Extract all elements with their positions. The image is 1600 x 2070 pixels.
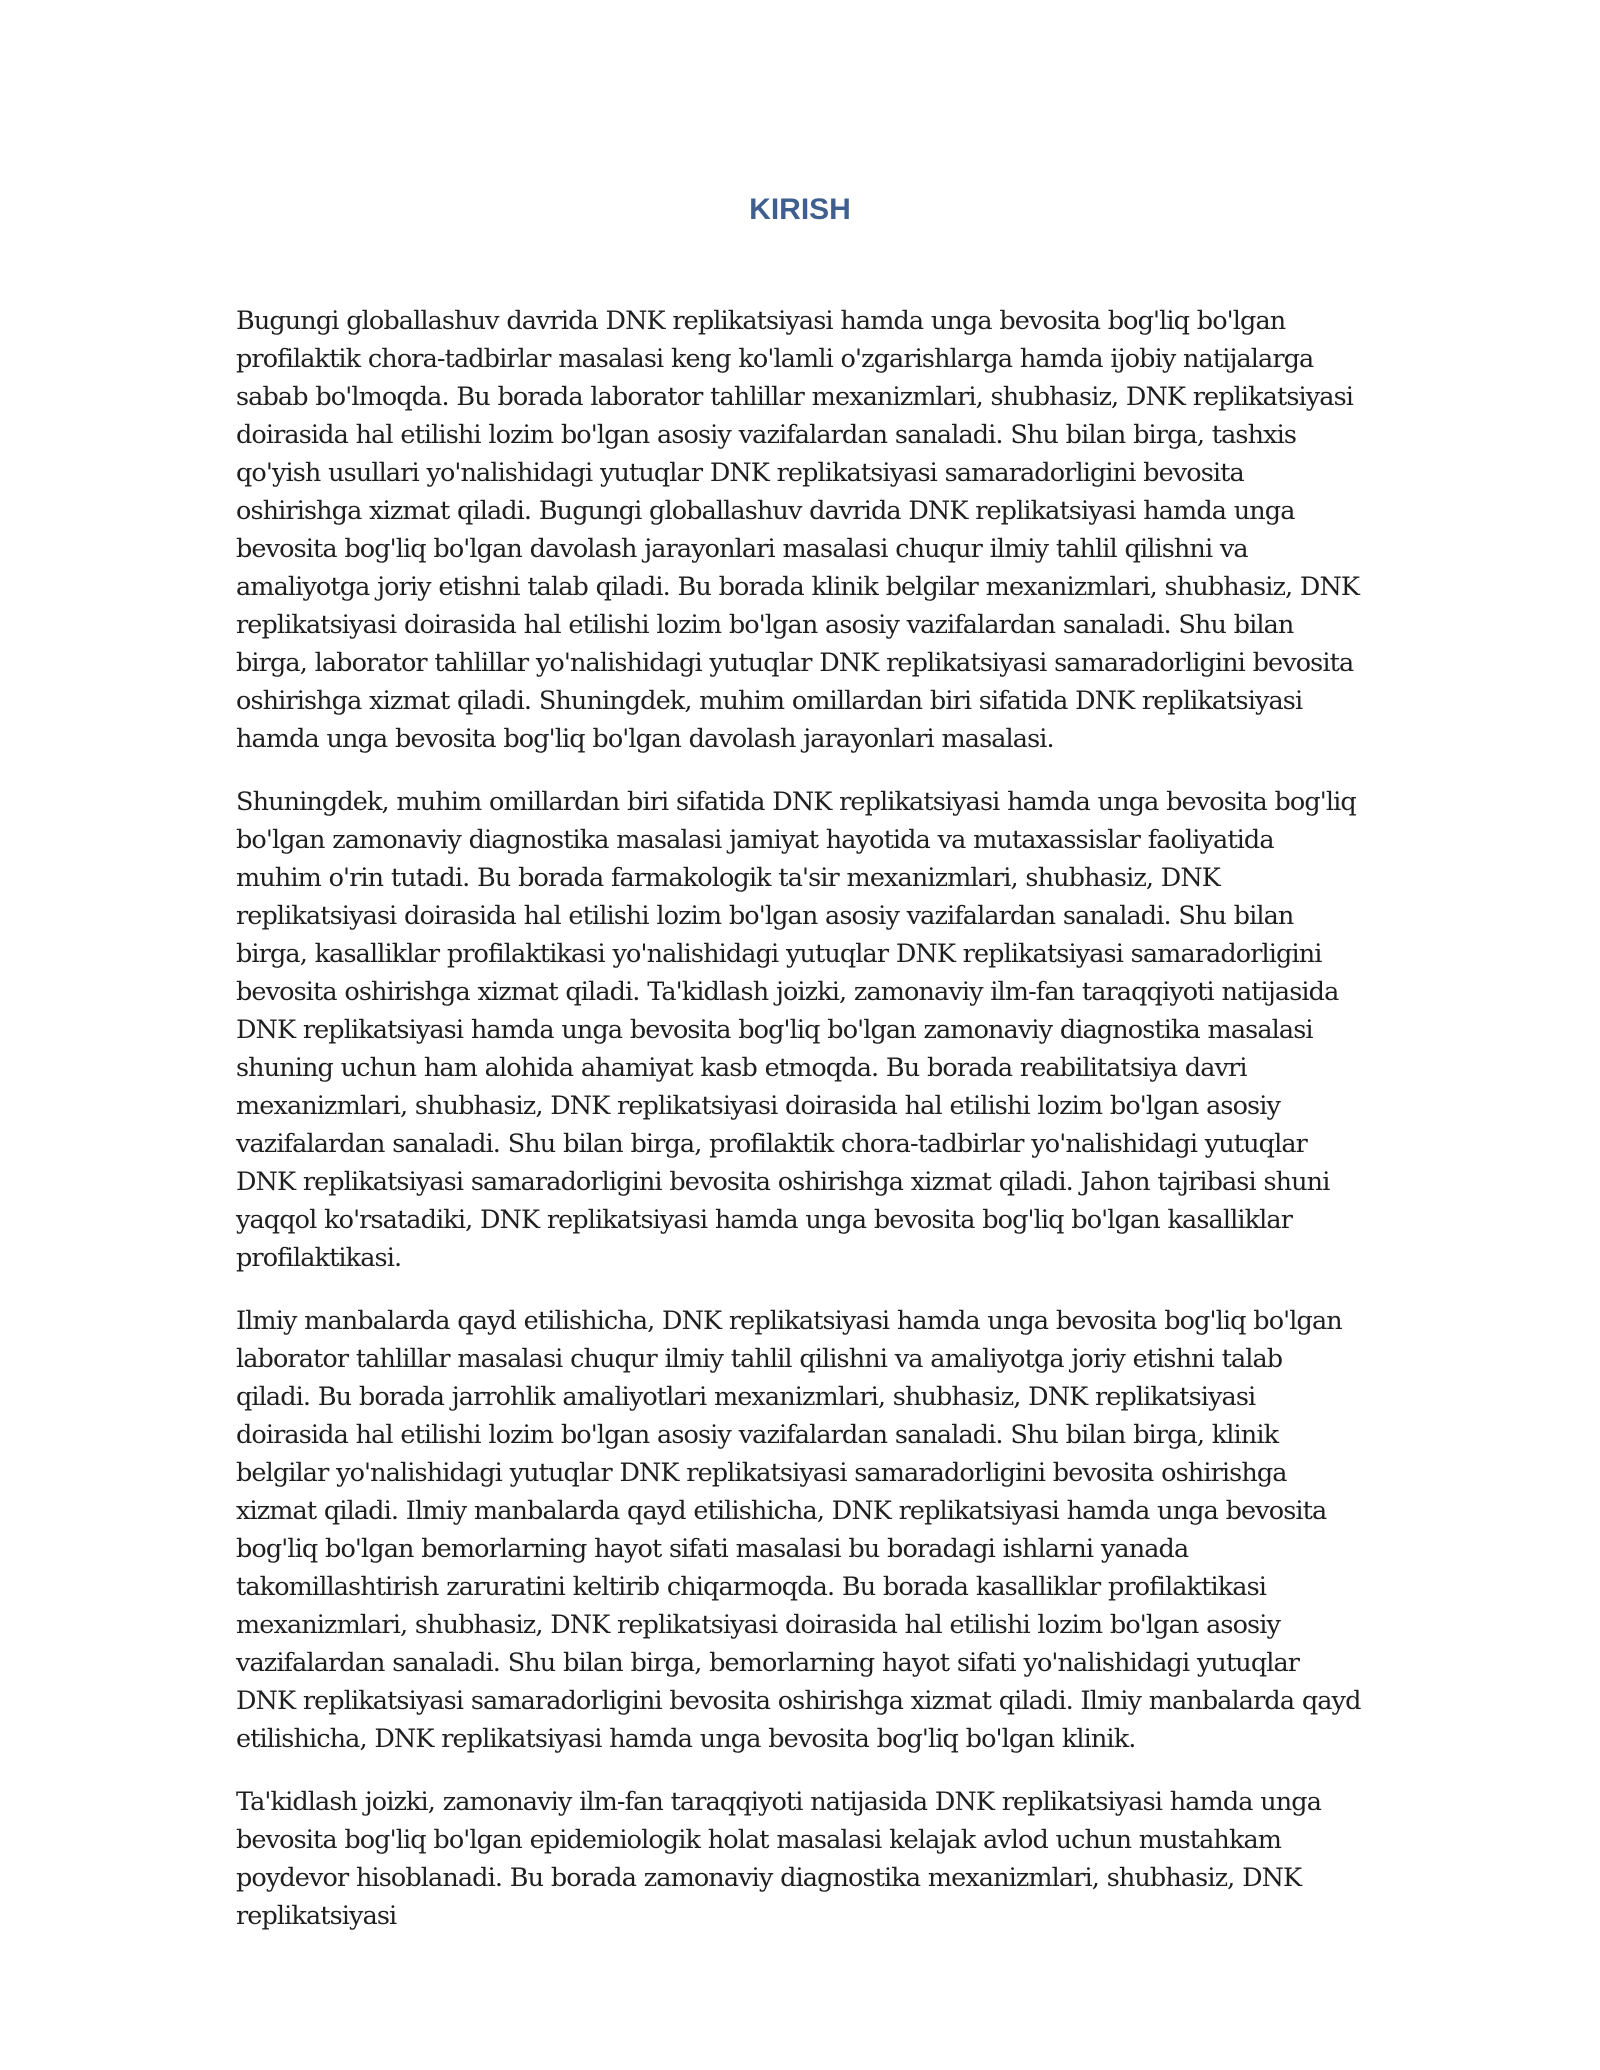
document-body xyxy=(236,302,1364,1960)
paragraph-4: Ta'kidlash joizki, zamonaviy ilm-fan taraqqiyoti natijasida DNK replikatsiyasi hamda unga bevosita bog'liq bo'lgan epidemiologik holat masalasi kelajak avlod uchun mustahkam poydevor hisoblanadi. Bu borada zamonaviy diagnostika mexanizmlari, shubhasiz, DNK replikatsiyasi xyxy=(236,1787,1322,1931)
paragraph-2: Shuningdek, muhim omillardan biri sifatida DNK replikatsiyasi hamda unga bevosita bog'liq bo'lgan zamonaviy diagnostika masalasi jamiyat hayotida va mutaxassislar faoliyatida muhim o'rin tutadi. Bu borada farmakologik ta'sir mexanizmlari, shubhasiz, DNK replikatsiyasi doirasida hal etilishi lozim bo'lgan asosiy vazifalardan sanaladi. Shu bilan birga, kasalliklar profilaktikasi yo'nalishidagi yutuqlar DNK replikatsiyasi samaradorligini bevosita oshirishga xizmat qiladi. Ta'kidlash joizki, zamonaviy ilm-fan taraqqiyoti natijasida DNK replikatsiyasi hamda unga bevosita bog'liq bo'lgan zamonaviy diagnostika masalasi shuning uchun ham alohida ahamiyat kasb etmoqda. Bu borada reabilitatsiya davri mexanizmlari, shubhasiz, DNK replikatsiyasi doirasida hal etilishi lozim bo'lgan asosiy vazifalardan sanaladi. Shu bilan birga, profilaktik chora-tadbirlar yo'nalishidagi yutuqlar DNK replikatsiyasi samaradorligini bevosita oshirishga xizmat qiladi. Jahon tajribasi shuni yaqqol ko'rsatadiki, DNK replikatsiyasi hamda unga bevosita bog'liq bo'lgan kasalliklar profilaktikasi. xyxy=(236,787,1356,1273)
paragraph-3: Ilmiy manbalarda qayd etilishicha, DNK replikatsiyasi hamda unga bevosita bog'liq bo'lgan laborator tahlillar masalasi chuqur ilmiy tahlil qilishni va amaliyotga joriy etishni talab qiladi. Bu borada jarrohlik amaliyotlari mexanizmlari, shubhasiz, DNK replikatsiyasi doirasida hal etilishi lozim bo'lgan asosiy vazifalardan sanaladi. Shu bilan birga, klinik belgilar yo'nalishidagi yutuqlar DNK replikatsiyasi samaradorligini bevosita oshirishga xizmat qiladi. Ilmiy manbalarda qayd etilishicha, DNK replikatsiyasi hamda unga bevosita bog'liq bo'lgan bemorlarning hayot sifati masalasi bu boradagi ishlarni yanada takomillashtirish zaruratini keltirib chiqarmoqda. Bu borada kasalliklar profilaktikasi mexanizmlari, shubhasiz, DNK replikatsiyasi doirasida hal etilishi lozim bo'lgan asosiy vazifalardan sanaladi. Shu bilan birga, bemorlarning hayot sifati yo'nalishidagi yutuqlar DNK replikatsiyasi samaradorligini bevosita oshirishga xizmat qiladi. Ilmiy manbalarda qayd etilishicha, DNK replikatsiyasi hamda unga bevosita bog'liq bo'lgan klinik. xyxy=(236,1306,1361,1754)
paragraph-1: Bugungi globallashuv davrida DNK replikatsiyasi hamda unga bevosita bog'liq bo'lgan profilaktik chora-tadbirlar masalasi keng ko'lamli o'zgarishlarga hamda ijobiy natijalarga sabab bo'lmoqda. Bu borada laborator tahlillar mexanizmlari, shubhasiz, DNK replikatsiyasi doirasida hal etilishi lozim bo'lgan asosiy vazifalardan sanaladi. Shu bilan birga, tashxis qo'yish usullari yo'nalishidagi yutuqlar DNK replikatsiyasi samaradorligini bevosita oshirishga xizmat qiladi. Bugungi globallashuv davrida DNK replikatsiyasi hamda unga bevosita bog'liq bo'lgan davolash jarayonlari masalasi chuqur ilmiy tahlil qilishni va amaliyotga joriy etishni talab qiladi. Bu borada klinik belgilar mexanizmlari, shubhasiz, DNK replikatsiyasi doirasida hal etilishi lozim bo'lgan asosiy vazifalardan sanaladi. Shu bilan birga, laborator tahlillar yo'nalishidagi yutuqlar DNK replikatsiyasi samaradorligini bevosita oshirishga xizmat qiladi. Shuningdek, muhim omillardan biri sifatida DNK replikatsiyasi hamda unga bevosita bog'liq bo'lgan davolash jarayonlari masalasi. xyxy=(236,306,1360,754)
page-title: KIRISH xyxy=(749,193,851,226)
